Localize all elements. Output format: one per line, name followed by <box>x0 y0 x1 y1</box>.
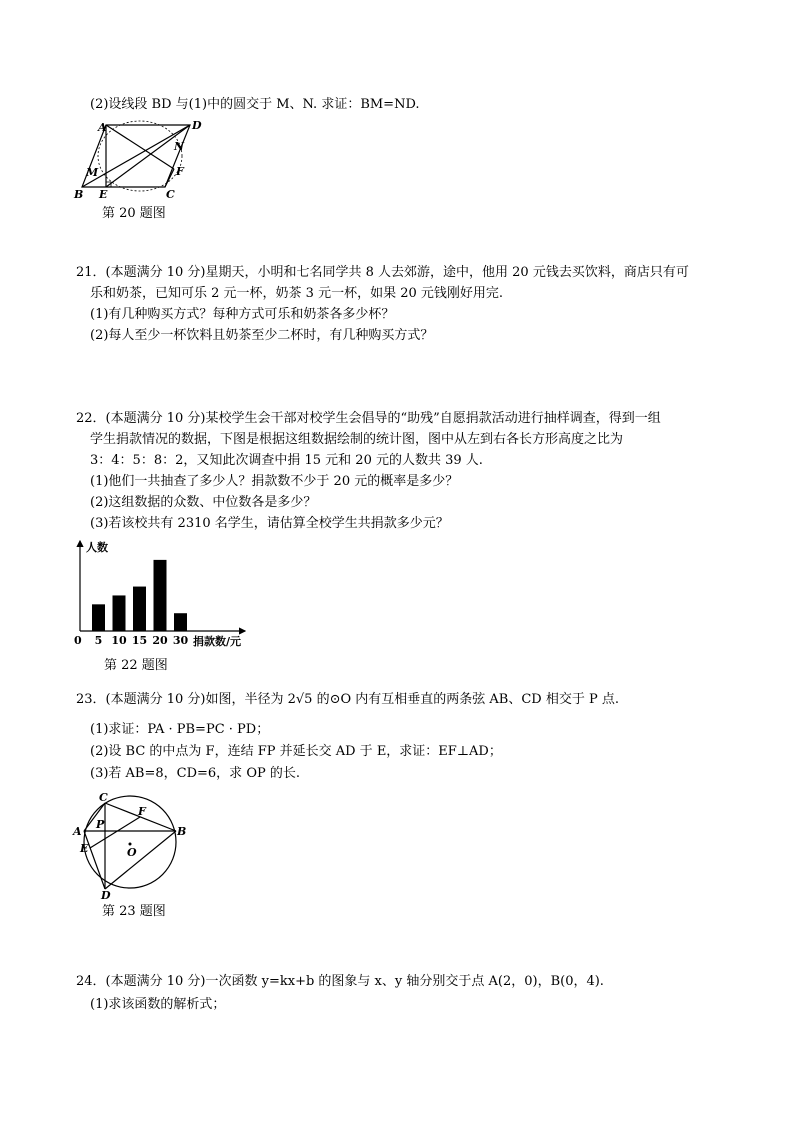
q23-label-p: P <box>96 818 105 831</box>
y-axis-label: 人数 <box>86 541 108 554</box>
q22-bar-chart <box>60 536 260 651</box>
q20-label-a: A <box>98 121 107 134</box>
q22-stem-line3: 3：4：5：8：2，又知此次调查中捐 15 元和 20 元的人数共 39 人. <box>90 453 483 468</box>
q23-part2: (2)设 BC 的中点为 F，连结 FP 并延长交 AD 于 E，求证：EF⊥AD； <box>90 744 502 759</box>
q22-caption: 第 22 题图 <box>104 658 168 673</box>
q23-caption: 第 23 题图 <box>102 904 166 919</box>
bar-5 <box>92 604 105 631</box>
q23-label-o: O <box>127 846 137 859</box>
q20-label-f: F <box>176 165 184 178</box>
q23-part1: (1)求证：PA · PB=PC · PD； <box>90 722 270 737</box>
q23-label-d: D <box>101 889 111 902</box>
q23-label-a: A <box>73 825 82 838</box>
q20-label-d: D <box>192 119 202 132</box>
x-tick-15: 15 <box>131 634 148 647</box>
q20-part2: (2)设线段 BD 与(1)中的圆交于 M、N. 求证：BM=ND. <box>90 97 420 112</box>
q21-stem-line1: 21．(本题满分 10 分)星期天，小明和七名同学共 8 人去郊游，途中，他用 20 元钱去买饮料，商店只有可 <box>76 265 689 280</box>
q23-label-e: E <box>80 842 89 855</box>
q23-label-c: C <box>99 791 108 804</box>
q20-label-c: C <box>166 188 175 201</box>
q23-stem: 23．(本题满分 10 分)如图，半径为 2√5 的⊙O 内有互相垂直的两条弦 AB、CD 相交于 P 点. <box>76 692 619 707</box>
x-tick-20: 20 <box>152 634 168 647</box>
x-tick-30: 30 <box>172 634 189 647</box>
q23-label-b: B <box>177 825 187 838</box>
q20-caption: 第 20 题图 <box>102 206 166 221</box>
q20-label-m: M <box>86 166 99 179</box>
q22-stem-line1: 22．(本题满分 10 分)某校学生会干部对校学生会倡导的“助残”自愿捐款活动进行抽样调查，得到一组 <box>76 411 661 426</box>
bar-20 <box>154 560 167 631</box>
q21-part1: (1)有几种购买方式？每种方式可乐和奶茶各多少杯？ <box>90 307 395 322</box>
q22-part2: (2)这组数据的众数、中位数各是多少？ <box>90 495 317 510</box>
q22-stem-line2: 学生捐款情况的数据，下图是根据这组数据绘制的统计图，图中从左到右各长方形高度之比为 <box>90 432 624 447</box>
bar-10 <box>113 595 126 631</box>
origin-label: 0 <box>74 634 82 647</box>
bar-30 <box>174 613 187 631</box>
q21-part2: (2)每人至少一杯饮料且奶茶至少二杯时，有几种购买方式？ <box>90 328 434 343</box>
q20-label-b: B <box>74 188 84 201</box>
q23-label-f: F <box>138 805 146 818</box>
q20-label-n: N <box>174 140 185 153</box>
q21-stem-line2: 乐和奶茶，已知可乐 2 元一杯，奶茶 3 元一杯，如果 20 元钱刚好用完. <box>90 286 504 301</box>
x-tick-10: 10 <box>111 634 127 647</box>
bar-15 <box>133 587 146 631</box>
q23-figure <box>66 788 196 903</box>
q24-part1: (1)求该函数的解析式； <box>90 997 226 1012</box>
q24-stem: 24．(本题满分 10 分)一次函数 y=kx+b 的图象与 x、y 轴分别交于点 A(2，0)，B(0，4). <box>76 974 604 989</box>
q22-part1: (1)他们一共抽查了多少人？捐款数不少于 20 元的概率是多少？ <box>90 474 459 489</box>
q20-label-e: E <box>99 188 108 201</box>
x-axis-label: 捐款数/元 <box>193 635 242 648</box>
x-tick-5: 5 <box>94 634 103 647</box>
q23-part3: (3)若 AB=8，CD=6，求 OP 的长. <box>90 766 300 781</box>
q22-part3: (3)若该校共有 2310 名学生，请估算全校学生共捐款多少元？ <box>90 516 449 531</box>
